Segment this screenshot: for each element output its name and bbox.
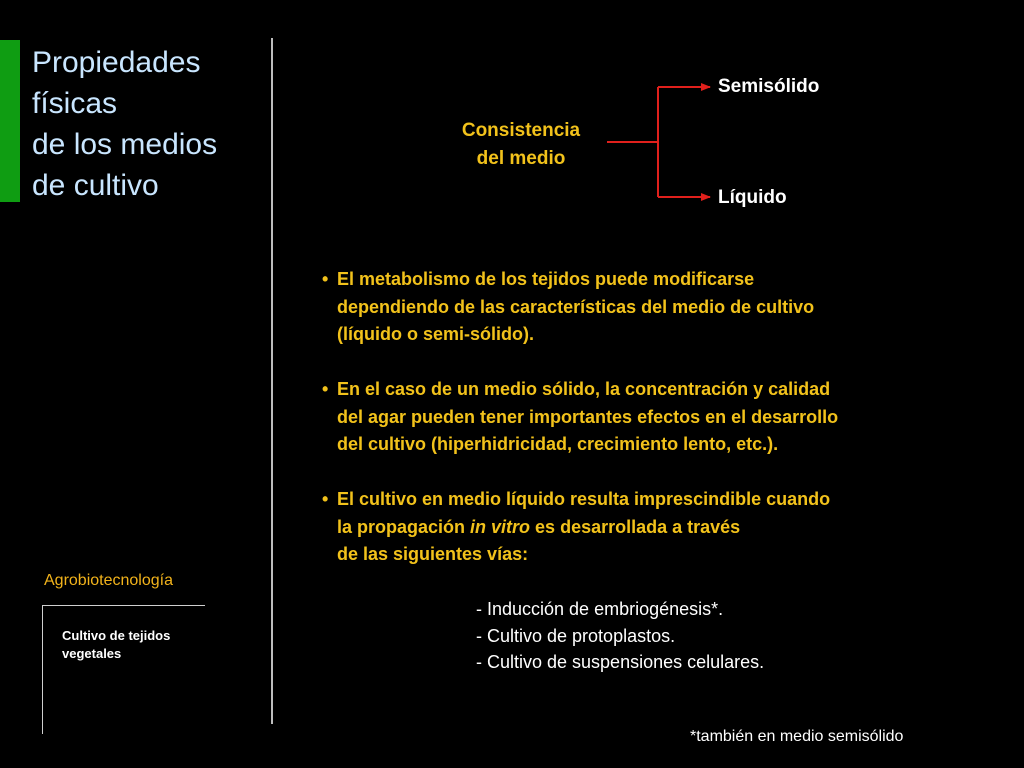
pathway-item: - Cultivo de protoplastos.	[476, 625, 676, 646]
brand-label: Agrobiotecnología	[44, 572, 173, 589]
bullet-item	[322, 376, 1002, 459]
title-line: de los medios	[32, 128, 218, 161]
pathway-list	[476, 596, 764, 676]
root-node-line: Consistencia	[461, 120, 581, 141]
bullet-line: del cultivo (hiperhidricidad, crecimiento lento, etc.).	[337, 434, 779, 454]
bullet-line: del agar pueden tener importantes efectos en el desarrollo	[337, 406, 839, 427]
bullet-line: El cultivo en medio líquido resulta imprescindible cuando	[337, 489, 831, 509]
course-label-line: Cultivo de tejidos	[62, 628, 171, 643]
title-line: de cultivo	[32, 169, 159, 202]
bullet-dot: •	[322, 489, 329, 509]
course-label-line: vegetales	[62, 646, 122, 661]
diagram-branch-liquido: Líquido	[718, 187, 787, 208]
bullet-line: dependiendo de las características del medio de cultivo	[337, 296, 815, 317]
bullet-dot: •	[322, 269, 329, 289]
bullet-line: (líquido o semi-sólido).	[337, 324, 534, 344]
title-line: Propiedades	[32, 46, 201, 79]
bullet-item	[322, 266, 1002, 349]
pathway-item: - Inducción de embriogénesis*.	[476, 599, 724, 619]
bullet-line: de las siguientes vías:	[337, 544, 529, 564]
bullet-line: En el caso de un medio sólido, la concentración y calidad	[337, 379, 831, 399]
title-line: físicas	[32, 87, 118, 120]
bullet-list	[322, 266, 1002, 596]
bullet-text: es desarrollada a través	[530, 516, 741, 537]
diagram-branch-semisolido: Semisólido	[718, 76, 820, 97]
bullet-line: El metabolismo de los tejidos puede modificarse	[337, 269, 755, 289]
bullet-italic-text: in vitro	[470, 516, 531, 537]
bullet-dot: •	[322, 379, 329, 399]
root-node-line: del medio	[476, 148, 566, 169]
bullet-text: la propagación	[337, 516, 471, 537]
footnote: *también en medio semisólido	[690, 728, 904, 745]
bullet-item	[322, 486, 1002, 569]
pathway-item: - Cultivo de suspensiones celulares.	[476, 652, 765, 672]
bullet-line	[337, 514, 1002, 542]
diagram-root-node	[436, 117, 606, 173]
